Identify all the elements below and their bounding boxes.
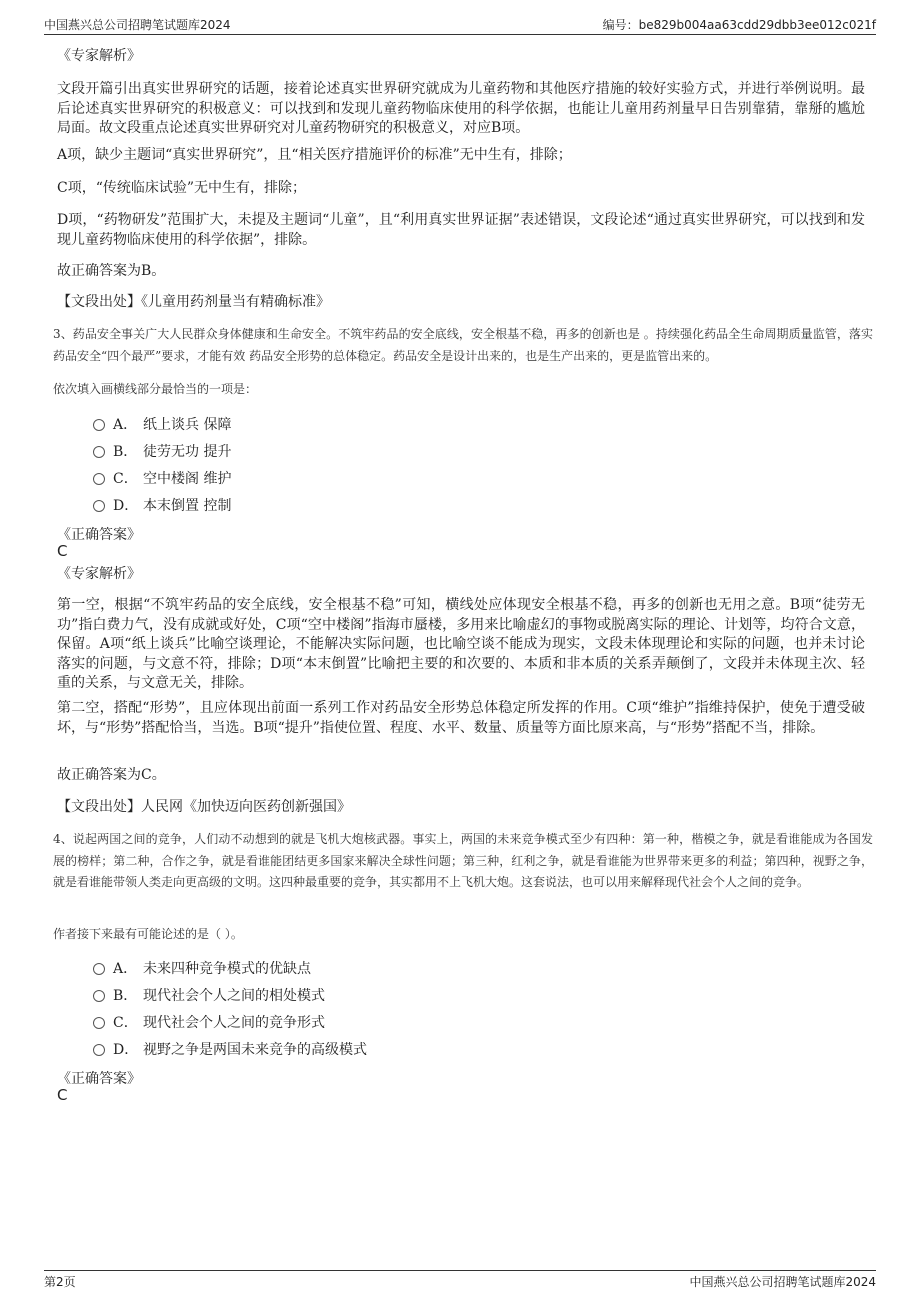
header-doc-number: 编号：be829b004aa63cdd29dbb3ee012c021f — [602, 18, 876, 32]
header-title: 中国燕兴总公司招聘笔试题库2024 — [44, 18, 231, 32]
radio-icon[interactable] — [93, 963, 105, 975]
source-citation: 【文段出处】人民网《加快迈向医药创新强国》 — [57, 799, 351, 815]
radio-icon[interactable] — [93, 419, 105, 431]
option-text: 视野之争是两国未来竞争的高级模式 — [143, 1042, 367, 1058]
option-letter: D． — [113, 498, 139, 514]
option-letter: C． — [113, 471, 138, 487]
option-text: 纸上谈兵 保障 — [143, 417, 232, 433]
option-text: 现代社会个人之间的相处模式 — [143, 988, 325, 1004]
source-citation: 【文段出处】《儿童用药剂量当有精确标准》 — [57, 294, 330, 310]
page-header — [44, 12, 876, 35]
correct-answer-label: 《正确答案》 — [57, 527, 141, 543]
expert-analysis-label: 《专家解析》 — [57, 48, 141, 64]
option-text: 现代社会个人之间的竞争形式 — [143, 1015, 325, 1031]
expert-analysis-label: 《专家解析》 — [57, 566, 141, 582]
question-4-text: 4、说起两国之间的竞争，人们动不动想到的就是飞机大炮核武器。事实上，两国的未来竞争模式至少有四种：第一种，楷模之争，就是看谁能成为各国发展的榜样；第二种，合作之争，就是看谁能团结更多国家来解决全球性问题；第三种，红利之争，就是看谁能为世界带来更多的利益；第四种，视野之争，就是看谁能带领人类走向更高级的文明。这四种最重要的竞争，其实都用不上飞机大炮。这套说法，也可以用来解释现代社会个人之间的竞争。 — [53, 832, 873, 889]
option-letter: B． — [113, 444, 138, 460]
question-4-prompt: 作者接下来最有可能论述的是（ ）。 — [53, 927, 243, 941]
correct-answer-label: 《正确答案》 — [57, 1071, 141, 1087]
option-letter: D． — [113, 1042, 139, 1058]
correct-answer-value: C — [57, 1086, 68, 1104]
option-letter: A． — [113, 961, 138, 977]
footer-title: 中国燕兴总公司招聘笔试题库2024 — [689, 1275, 876, 1289]
analysis-paragraph: 文段开篇引出真实世界研究的话题，接着论述真实世界研究就成为儿童药物和其他医疗措施的较好实验方式，并进行举例说明。最后论述真实世界研究的积极意义：可以找到和发现儿童药物临床使用的科学依据，也能让儿童用药剂量早日告别靠猜，靠掰的尴尬局面。故文段重点论述真实世界研究对儿童药物研究的积极意义，对应B项。 — [57, 81, 865, 136]
option-text: 徒劳无功 提升 — [143, 444, 232, 460]
analysis-option-d: D项，“药物研发”范围扩大，未提及主题词“儿童”，且“利用真实世界证据”表述错误，文段论述“通过真实世界研究，可以找到和发现儿童药物临床使用的科学依据”，排除。 — [57, 212, 865, 248]
option-text: 空中楼阁 维护 — [143, 471, 232, 487]
option-letter: C． — [113, 1015, 138, 1031]
radio-icon[interactable] — [93, 1017, 105, 1029]
analysis-conclusion: 故正确答案为B。 — [57, 263, 166, 279]
analysis-option-a: A项，缺少主题词“真实世界研究”，且“相关医疗措施评价的标准”无中生有，排除； — [57, 147, 572, 163]
question-3-prompt: 依次填入画横线部分最恰当的一项是： — [53, 382, 258, 396]
radio-icon[interactable] — [93, 500, 105, 512]
analysis-paragraph-2: 第二空，搭配“形势”，且应体现出前面一系列工作对药品安全形势总体稳定所发挥的作用。C项“维护”指维持保护，使免于遭受破坏，与“形势”搭配恰当，当选。B项“提升”指使位置、程度、水平、数量、质量等方面比原来高，与“形势”搭配不当，排除。 — [57, 700, 865, 736]
option-letter: B． — [113, 988, 138, 1004]
option-text: 本末倒置 控制 — [143, 498, 232, 514]
analysis-paragraph-1: 第一空，根据“不筑牢药品的安全底线，安全根基不稳”可知，横线处应体现安全根基不稳，再多的创新也无用之意。B项“徒劳无功”指白费力气，没有成就或好处，C项“空中楼阁”指海市蜃楼，多用来比喻虚幻的事物或脱离实际的理论、计划等，均符合文意，保留。A项“纸上谈兵”比喻空谈理论，不能解决实际问题，也比喻空谈不能成为现实，文段未体现理论和实际的问题，也并未讨论落实的问题，与文意不符，排除；D项“本末倒置”比喻把主要的和次要的、本质和非本质的关系弄颠倒了，文段并未体现主次、轻重的关系，与文意无关，排除。 — [57, 597, 865, 691]
analysis-option-c: C项，“传统临床试验”无中生有，排除； — [57, 180, 307, 196]
page-number: 第2页 — [44, 1275, 76, 1289]
question-3-text: 3、药品安全事关广大人民群众身体健康和生命安全。不筑牢药品的安全底线，安全根基不稳，再多的创新也是 。持续强化药品全生命周期质量监管，落实药品安全“四个最严”要求，才能有效 药品安全形势的总体稳定。药品安全是设计出来的，也是生产出来的，更是监管出来的。 — [53, 327, 873, 363]
radio-icon[interactable] — [93, 446, 105, 458]
page-footer — [44, 1270, 876, 1293]
radio-icon[interactable] — [93, 1044, 105, 1056]
analysis-conclusion: 故正确答案为C。 — [57, 767, 166, 783]
option-text: 未来四种竞争模式的优缺点 — [143, 961, 311, 977]
correct-answer-value: C — [57, 542, 68, 560]
radio-icon[interactable] — [93, 473, 105, 485]
option-letter: A． — [113, 417, 138, 433]
radio-icon[interactable] — [93, 990, 105, 1002]
